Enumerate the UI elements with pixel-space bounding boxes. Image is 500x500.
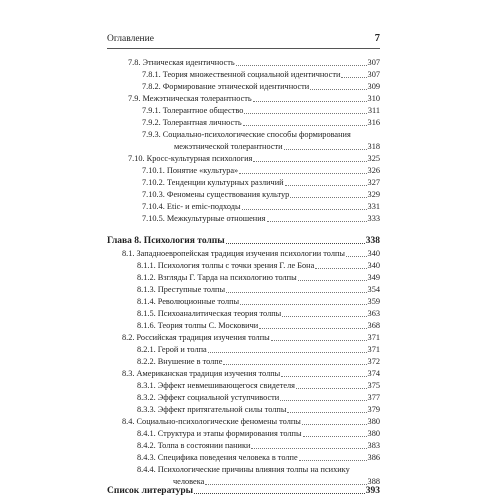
toc-entry[interactable]: 7.10.5. Межкультурные отношения 333 [142, 214, 380, 223]
toc-entry-first-line[interactable]: 7.9.3. Социально-психологические способы формирования [142, 130, 351, 139]
toc-entry[interactable]: 8.2.2. Внушение в толпе 372 [137, 357, 380, 366]
running-header [107, 34, 380, 48]
toc-entry[interactable]: 8.1.3. Преступные толпы 354 [137, 285, 380, 294]
toc-entry[interactable]: 8.4.2. Толпа в состоянии паники 383 [137, 441, 380, 450]
toc-chapter[interactable]: Глава 8. Психология толпы 338 [107, 236, 380, 246]
toc-entry[interactable]: 8.1.4. Революционные толпы 359 [137, 297, 380, 306]
page-number: 7 [374, 33, 380, 44]
toc-entry[interactable]: 7.10. Кросс-культурная психология 325 [128, 154, 380, 163]
toc-entry[interactable]: 8.4.1. Структура и этапы формирования толпы 380 [137, 429, 380, 438]
toc-entry[interactable]: 7.8.1. Теория множественной социальной идентичности 307 [142, 70, 380, 79]
toc-entry[interactable]: 8.3. Американская традиция изучения толпы 374 [122, 369, 380, 378]
toc-entry[interactable]: 7.10.1. Понятие «культура» 326 [142, 166, 380, 175]
toc-entry[interactable]: 8.4.3. Специфика поведения человека в толпе 386 [137, 453, 380, 462]
toc-entry[interactable]: 8.1. Западноевропейская традиция изучения психологии толпы 340 [122, 249, 380, 258]
toc-entry[interactable]: 8.2.1. Герой и толпа 371 [137, 345, 380, 354]
toc-entry[interactable]: 7.10.4. Etic- и emic-подходы 331 [142, 202, 380, 211]
toc-entry[interactable]: 8.3.3. Эффект притягательной силы толпы 379 [137, 405, 380, 414]
toc-entry[interactable]: 7.9.2. Толерантная личность 316 [142, 118, 380, 127]
toc-entry[interactable]: 7.10.3. Феномены существования культур 329 [142, 190, 380, 199]
toc-entry[interactable]: 7.8.2. Формирование этнической идентичности 309 [142, 82, 380, 91]
toc-entry[interactable]: 8.1.1. Психология толпы с точки зрения Г. ле Бона 340 [137, 261, 380, 270]
header-rule [107, 48, 380, 49]
toc-entry[interactable]: 8.1.6. Теория толпы С. Московичи 368 [137, 321, 380, 330]
section-title: Оглавление [107, 34, 154, 44]
toc-entry-continuation[interactable]: межэтнической толерантности 318 [174, 142, 380, 151]
toc-entry[interactable]: 8.3.2. Эффект социальной уступчивости 377 [137, 393, 380, 402]
toc-entry[interactable]: 7.9.1. Толерантное общество 311 [142, 106, 380, 115]
toc-bibliography[interactable]: Список литературы 393 [107, 486, 380, 496]
toc-entry[interactable]: 7.10.2. Тенденции культурных различий 327 [142, 178, 380, 187]
toc-entry[interactable]: 8.3.1. Эффект невмешивающегося свидетеля 375 [137, 381, 380, 390]
toc-entry[interactable]: 8.4. Социально-психологические феномены толпы 380 [122, 417, 380, 426]
toc-entry[interactable]: 7.8. Этническая идентичность 307 [128, 58, 380, 67]
toc-entry[interactable]: 8.1.2. Взгляды Г. Тарда на психологию толпы 349 [137, 273, 380, 282]
toc-entry-first-line[interactable]: 8.4.4. Психологические причины влияния толпы на психику [137, 465, 350, 474]
toc-entry[interactable]: 7.9. Межэтническая толерантность 310 [128, 94, 380, 103]
toc-entry[interactable]: 8.1.5. Психоаналитическая теория толпы 363 [137, 309, 380, 318]
toc-entry-continuation[interactable]: человека 388 [173, 477, 380, 486]
toc-entry[interactable]: 8.2. Российская традиция изучения толпы 371 [122, 333, 380, 342]
